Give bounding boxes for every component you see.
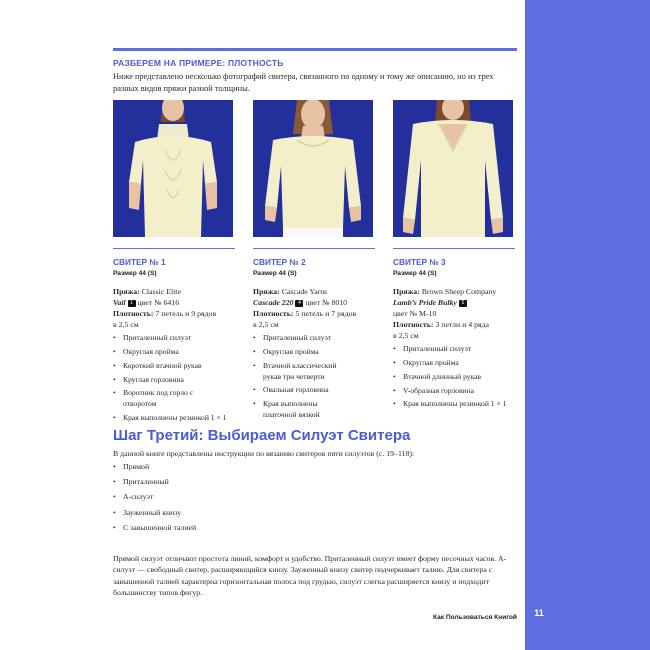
list-item: • Короткий втачной рукав <box>113 361 235 372</box>
gauge-label: Плотность: <box>113 309 154 319</box>
list-item: • Воротник под горло с отворотом <box>113 388 201 410</box>
list-item: • Приталенный силуэт <box>393 344 515 355</box>
yarn-weight-icon: 1 <box>128 300 136 307</box>
gauge-value: 5 петель и 7 рядов <box>295 309 357 319</box>
gauge-value: 3 петли и 4 ряда <box>435 320 490 330</box>
list-item: • Приталенный силуэт <box>113 333 235 344</box>
list-item: • Края выполнены платочной вязкой <box>253 399 343 421</box>
yarn-brand: Brown Sheep Company <box>421 287 497 296</box>
list-item: • Овальная горловина <box>253 385 375 396</box>
intro-paragraph: Ниже представлено несколько фотографий свитера, связанного по одному и тому же описанию, но из трех разных видов пряжи разной толщины. <box>113 72 494 94</box>
yarn-color: цвет № 6416 <box>137 298 180 308</box>
yarn-brand: Cascade Yarns <box>281 287 328 296</box>
sweater-title: СВИТЕР № 1 <box>113 257 166 267</box>
list-item: • Края выполнены резинкой 1 × 1 <box>113 413 235 424</box>
sweater-3-details <box>393 248 515 413</box>
page-sidebar <box>525 0 650 650</box>
list-item: • V-образная горловина <box>393 386 515 397</box>
yarn-name: Lamb’s Pride Bulky <box>393 298 457 308</box>
yarn-name: Vail <box>113 298 126 308</box>
yarn-label: Пряжа: <box>393 287 420 296</box>
yarn-color: цвет № M-10 <box>393 309 437 319</box>
vneck-sweater-photo <box>393 100 513 237</box>
yarn-weight-icon: 5 <box>459 300 467 307</box>
column-divider <box>253 248 375 249</box>
list-item: • Круглая горловина <box>113 375 235 386</box>
footer-chapter-title: Как Пользоваться Книгой <box>433 614 517 621</box>
page-number: 11 <box>534 608 544 618</box>
list-item: • Округлая пройма <box>253 347 375 358</box>
yarn-name: Cascade 220 <box>253 298 294 308</box>
gauge-unit: в 2,5 см <box>253 320 279 330</box>
list-item: • Округлая пройма <box>113 347 235 358</box>
list-item: • Прямой <box>113 462 196 477</box>
column-divider <box>113 248 235 249</box>
list-item: • Приталенный силуэт <box>253 333 375 344</box>
sweater-1-details <box>113 248 235 427</box>
list-item: • А-силуэт <box>113 492 196 507</box>
step-intro: В данной книге представлены инструкции по вязанию свитеров пяти силуэтов (с. 19–118): <box>113 449 415 458</box>
gauge-label: Плотность: <box>253 309 294 319</box>
silhouette-list <box>113 462 196 538</box>
section-heading: РАЗБЕРЕМ НА ПРИМЕРЕ: ПЛОТНОСТЬ <box>113 58 284 68</box>
gauge-unit: в 2,5 см <box>393 331 419 341</box>
turtleneck-sweater-photo <box>113 100 233 237</box>
yarn-weight-icon: 4 <box>295 300 303 307</box>
sweater-title: СВИТЕР № 2 <box>253 257 306 267</box>
list-item: • Приталенный <box>113 477 196 492</box>
gauge-unit: в 2,5 см <box>113 320 139 330</box>
feature-list <box>253 333 375 420</box>
silhouette-description: Прямой силуэт отличают простота линий, комфорт и удобство. Приталенный силуэт имеет форму песочных часов. А-силуэт — свободный свитер, расширяющийся книзу. Зауженный книзу свитер подчеркивает талию. Для свитера с завышенной талией характерна горизонтальная полоса под грудью, силуэт слегка расширяется книзу и подходит большинству типов фигур. <box>113 554 507 597</box>
yarn-label: Пряжа: <box>113 287 140 296</box>
list-item: • С завышенной талией <box>113 523 196 538</box>
gauge-label: Плотность: <box>393 320 434 330</box>
roundneck-sweater-photo <box>253 100 373 237</box>
sweater-size: Размер 44 (S) <box>253 270 297 277</box>
sweater-size: Размер 44 (S) <box>393 270 437 277</box>
list-item: • Зауженный книзу <box>113 508 196 523</box>
list-item: • Округлая пройма <box>393 358 515 369</box>
step-heading: Шаг Третий: Выбираем Силуэт Свитера <box>113 427 411 444</box>
top-divider <box>113 48 517 51</box>
column-divider <box>393 248 515 249</box>
list-item: • Края выполнены резинкой 1 × 1 <box>393 399 515 410</box>
yarn-label: Пряжа: <box>253 287 280 296</box>
feature-list <box>113 333 235 423</box>
sweater-size: Размер 44 (S) <box>113 270 157 277</box>
yarn-color: цвет № 8010 <box>305 298 348 308</box>
feature-list <box>393 344 515 410</box>
gauge-value: 7 петель и 9 рядов <box>155 309 217 319</box>
list-item: • Втачной длинный рукав <box>393 372 515 383</box>
list-item: • Втачной классический рукав три четверти <box>253 361 351 383</box>
sweater-title: СВИТЕР № 3 <box>393 257 446 267</box>
sweater-2-details <box>253 248 375 424</box>
yarn-brand: Classic Elite <box>141 287 181 296</box>
